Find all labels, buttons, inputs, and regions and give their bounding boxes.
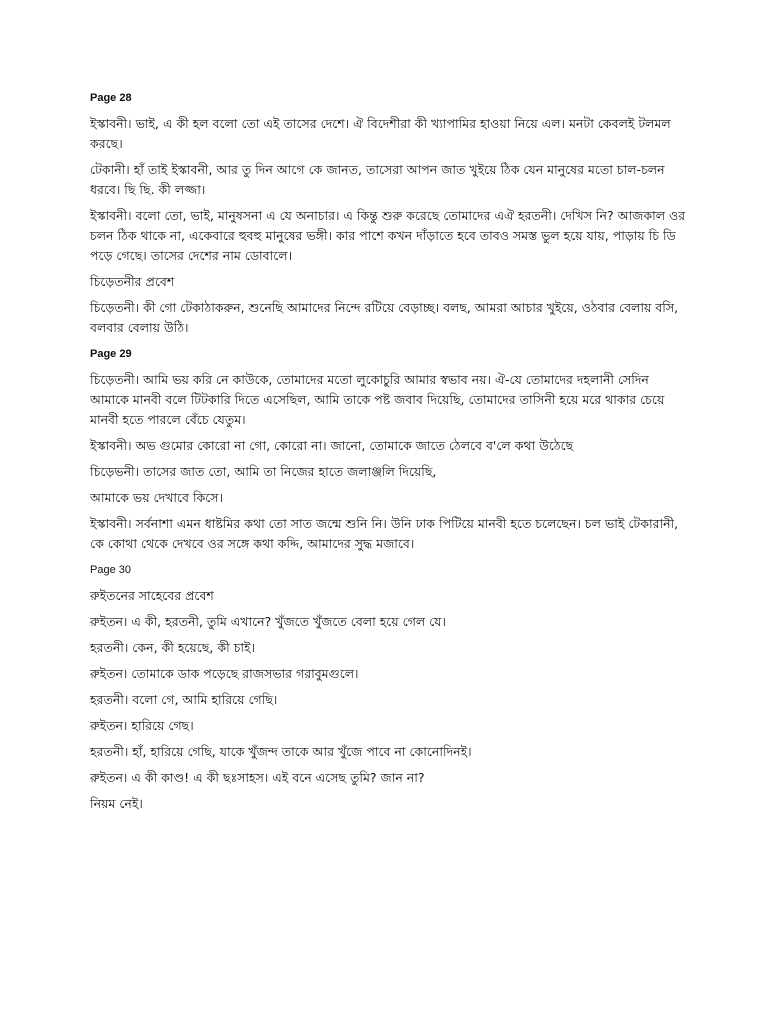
paragraph: হরতনী। বলো গে, আমি হারিয়ে গেছি। xyxy=(90,692,278,707)
paragraph: আমাকে ভয় দেখাবে কিসে। xyxy=(90,490,224,505)
paragraph: চিড়েতনী। আমি ভয় করি নে কাউকে, তোমাদের মতো লুকোচুরি আমার স্বভাব নয়। ঐ-যে তোমাদের দহলানী সেদিন আমাকে মানবী বলে টিটকারি দিতে এসেছিল, আমি তাকে পষ্ট জবাব দিয়েছি, তোমাদের তাসিনী হয়ে মরে থাকার চেয়ে মানবী হতে পারলে বেঁচে যেতুম। xyxy=(90,372,665,427)
paragraph: রুইতন। হারিয়ে গেছ। xyxy=(90,718,194,733)
stage-direction: চিড়েতনীর প্রবেশ xyxy=(90,274,175,289)
paragraph: ইস্কাবনী। অভ গুমোর কোরো না গো, কোরো না। জানো, তোমাকে জাতে ঠেলবে ব'লে কথা উঠেছে xyxy=(90,438,574,453)
paragraph: চিড়েতনী। কী গো টেকাঠাকরুন, শুনেছি আমাদের নিন্দে রটিয়ে বেড়াচ্ছ। বলছ, আমরা আচার খুইয়ে, ওঠবার বেলায় বসি, বলবার বেলায় উঠি। xyxy=(90,300,679,335)
paragraph: রুইতন। এ কী, হরতনী, তুমি এখানে? খুঁজতে খুঁজতে বেলা হয়ে গেল যে। xyxy=(90,614,446,629)
paragraph: হরতনী। কেন, কী হয়েছে, কী চাই। xyxy=(90,640,255,655)
paragraph: রুইতন। তোমাকে ডাক পড়েছে রাজসভার গরাবুমগুলে। xyxy=(90,666,359,681)
paragraph: ইস্কাবনী। বলো তো, ভাই, মানুষসনা এ যে অনাচার। এ কিন্তু শুরু করেছে তোমাদের এঐ হরতনী। দেখিস নি? আজকাল ওর চলন ঠিক থাকে না, একেবারে হুবহু মানুষের ভঙ্গী। কার পাশে কখন দাঁড়াতে হবে তাবও সমস্ত ভুল হয়ে যায়, পাড়ায় চি ডি পড়ে গেছে। তাসের দেশের নাম ডোবালে। xyxy=(90,208,686,263)
paragraph: ইস্কাবনী। ভাই, এ কী হল বলো তো এই তাসের দেশে। ঐ বিদেশীরা কী খ্যাপামির হাওয়া নিয়ে এল। মনটা কেবলই টলমল করছে। xyxy=(90,116,671,151)
paragraph: হরতনী। হাঁ, হারিয়ে গেছি, যাকে খুঁজন্দ তাকে আর খুঁজে পাবে না কোনোদিনই। xyxy=(90,744,472,759)
page-number-29: Page 29 xyxy=(90,348,132,360)
paragraph: রুইতন। এ কী কাণ্ড! এ কী ছঃসাহস। এই বনে এসেছ তুমি? জান না? xyxy=(90,770,425,785)
page-number-30: Page 30 xyxy=(90,564,131,576)
document-page xyxy=(90,92,690,814)
paragraph: ইস্কাবনী। সর্বনাশা এমন ধাষ্টমির কথা তো সাত জন্মে শুনি নি। উনি ঢাক পিটিয়ে মানবী হতে চলেছেন। চল ভাই টেকারানী, কে কোথা থেকে দেখবে ওর সঙ্গে কথা কদ্দি, আমাদের সুদ্ধ মজাবে। xyxy=(90,516,679,551)
paragraph: নিয়ম নেই। xyxy=(90,796,143,811)
paragraph: চিড়েভনী। তাসের জাত তো, আমি তা নিজের হাতে জলাঞ্জলি দিয়েছি, xyxy=(90,464,437,479)
paragraph: টেকানী। হাঁ তাই ইস্কাবনী, আর তু দিন আগে কে জানত, তাসেরা আপন জাত খুইয়ে ঠিক যেন মানুষের মতো চাল-চলন ধরবে। ছি ছি. কী লজ্জা। xyxy=(90,162,665,197)
page-number-28: Page 28 xyxy=(90,92,132,104)
stage-direction: রুইতনের সাহেবের প্রবেশ xyxy=(90,588,214,603)
